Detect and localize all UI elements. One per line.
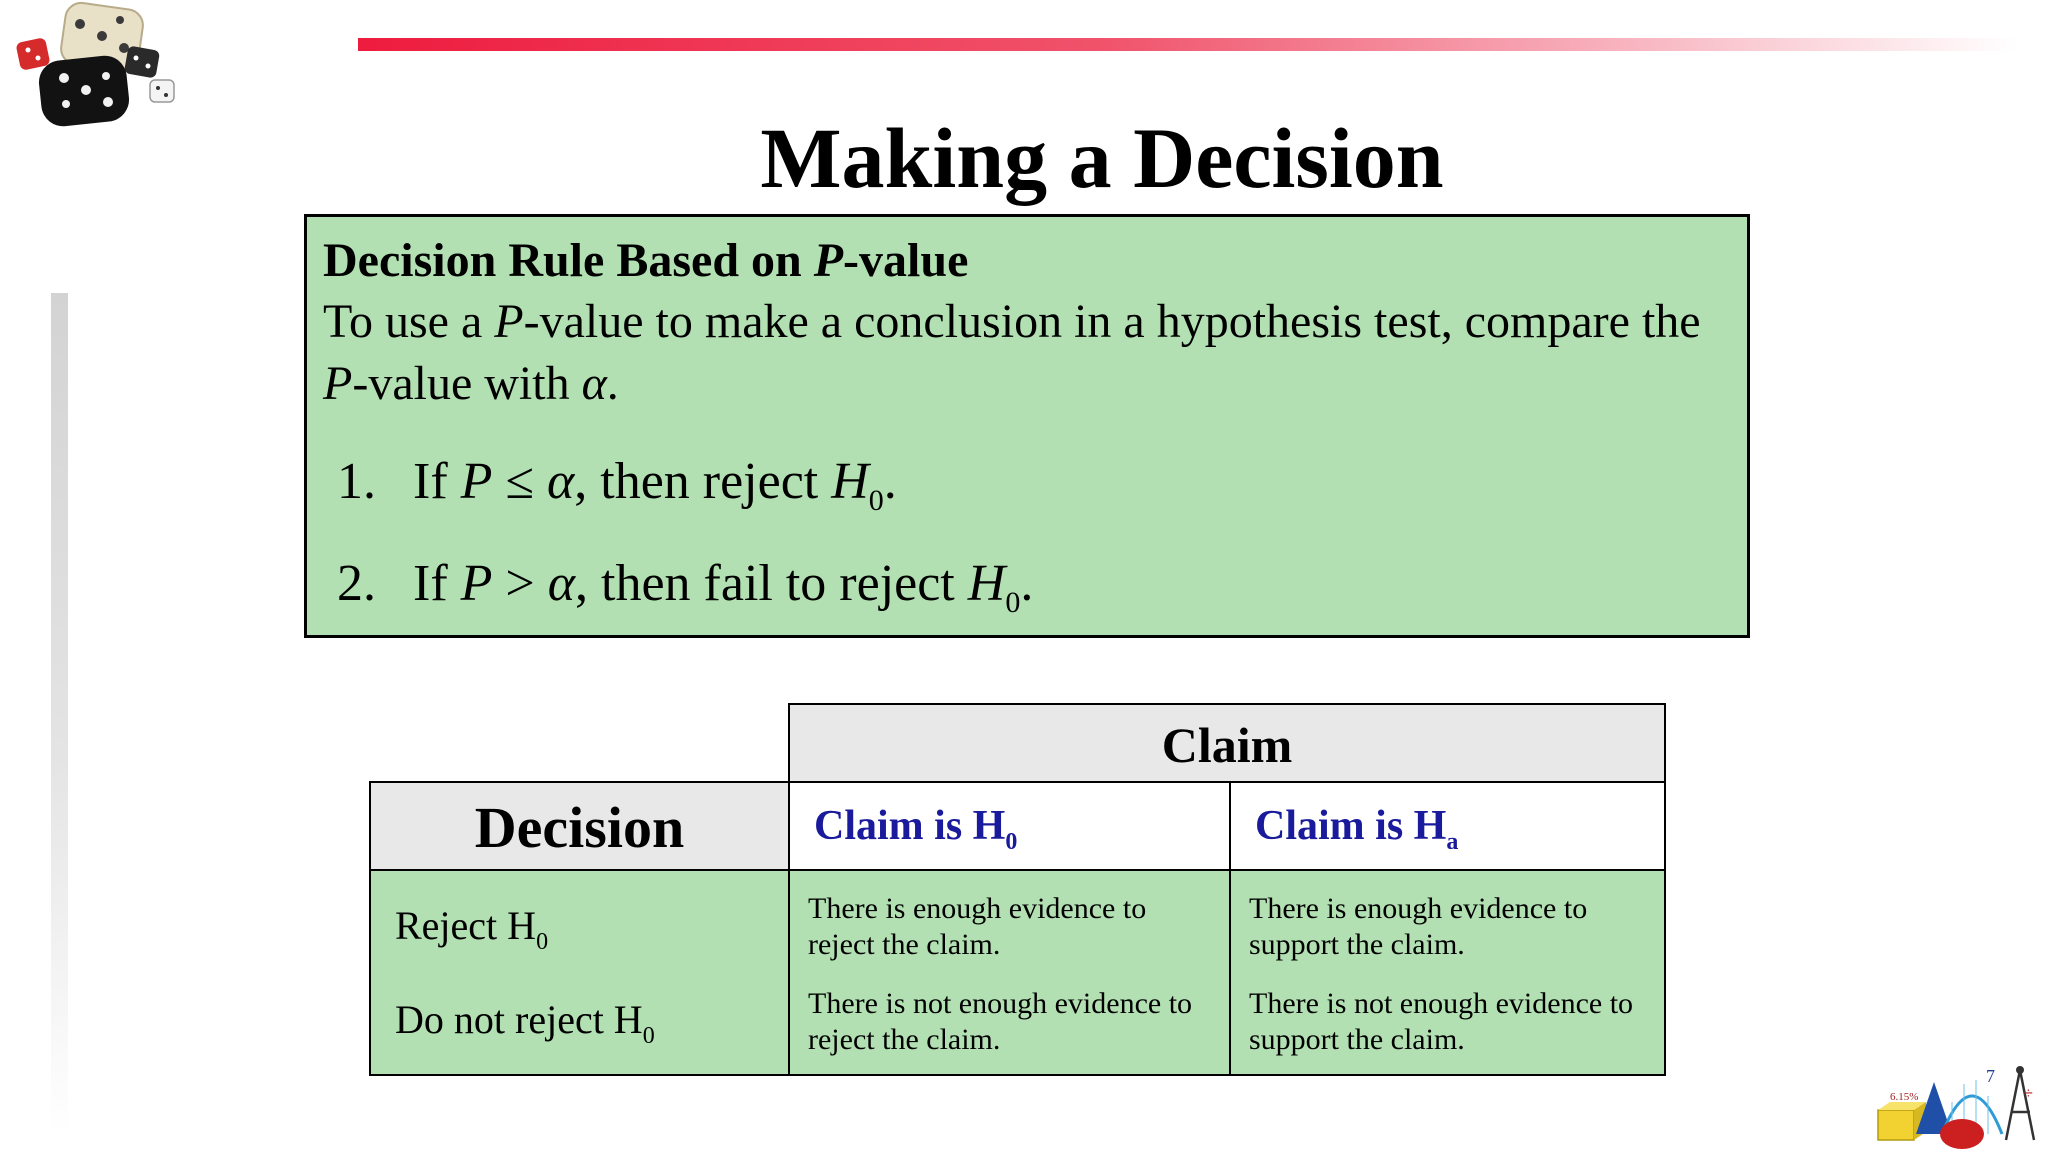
reject-claim-ha-text: There is enough evidence to support the claim. bbox=[1249, 892, 1588, 961]
claim-ha-column bbox=[1229, 869, 1666, 1076]
decision-reject-label: Reject $H_0$ bbox=[395, 903, 549, 955]
decision-rule-box bbox=[304, 214, 1750, 638]
not-reject-claim-h0-text: There is not enough evidence to reject the claim. bbox=[808, 987, 1193, 1056]
claim-is-ha-header: Claim is $H_a$ bbox=[1229, 781, 1666, 871]
decision-do-not-reject-label: Do not reject $H_0$ bbox=[395, 997, 655, 1049]
decision-step-fail-to-reject: 2. If P > α, then fail to reject $H_0$. bbox=[337, 555, 1034, 619]
decision-column bbox=[369, 869, 790, 1076]
decision-step-reject: 1. If P ≤ α, then reject $H_0$. bbox=[337, 453, 897, 517]
slide-title: Making a Decision bbox=[760, 110, 1444, 206]
decision-header: Decision bbox=[369, 781, 790, 871]
math-clipart-icon bbox=[1872, 1062, 2042, 1150]
math-art-label-percent: 6.15% bbox=[1890, 1091, 1919, 1103]
claim-header: Claim bbox=[788, 703, 1666, 783]
claim-h0-column bbox=[788, 869, 1231, 1076]
math-art-label-seven: 7 bbox=[1986, 1066, 1995, 1086]
decision-rule-heading: Decision Rule Based on P-value bbox=[323, 234, 969, 287]
side-accent-rule bbox=[51, 293, 68, 1133]
reject-claim-h0-text: There is enough evidence to reject the claim. bbox=[808, 892, 1147, 961]
claim-is-h0-header: Claim is $H_0$ bbox=[788, 781, 1231, 871]
top-accent-rule bbox=[358, 38, 2018, 51]
svg-text:÷: ÷ bbox=[2024, 1085, 2033, 1102]
decision-rule-description: To use a P-value to make a conclusion in a hypothesis test, compare the P-value with α. bbox=[323, 295, 1701, 410]
not-reject-claim-ha-text: There is not enough evidence to support the claim. bbox=[1249, 987, 1634, 1056]
